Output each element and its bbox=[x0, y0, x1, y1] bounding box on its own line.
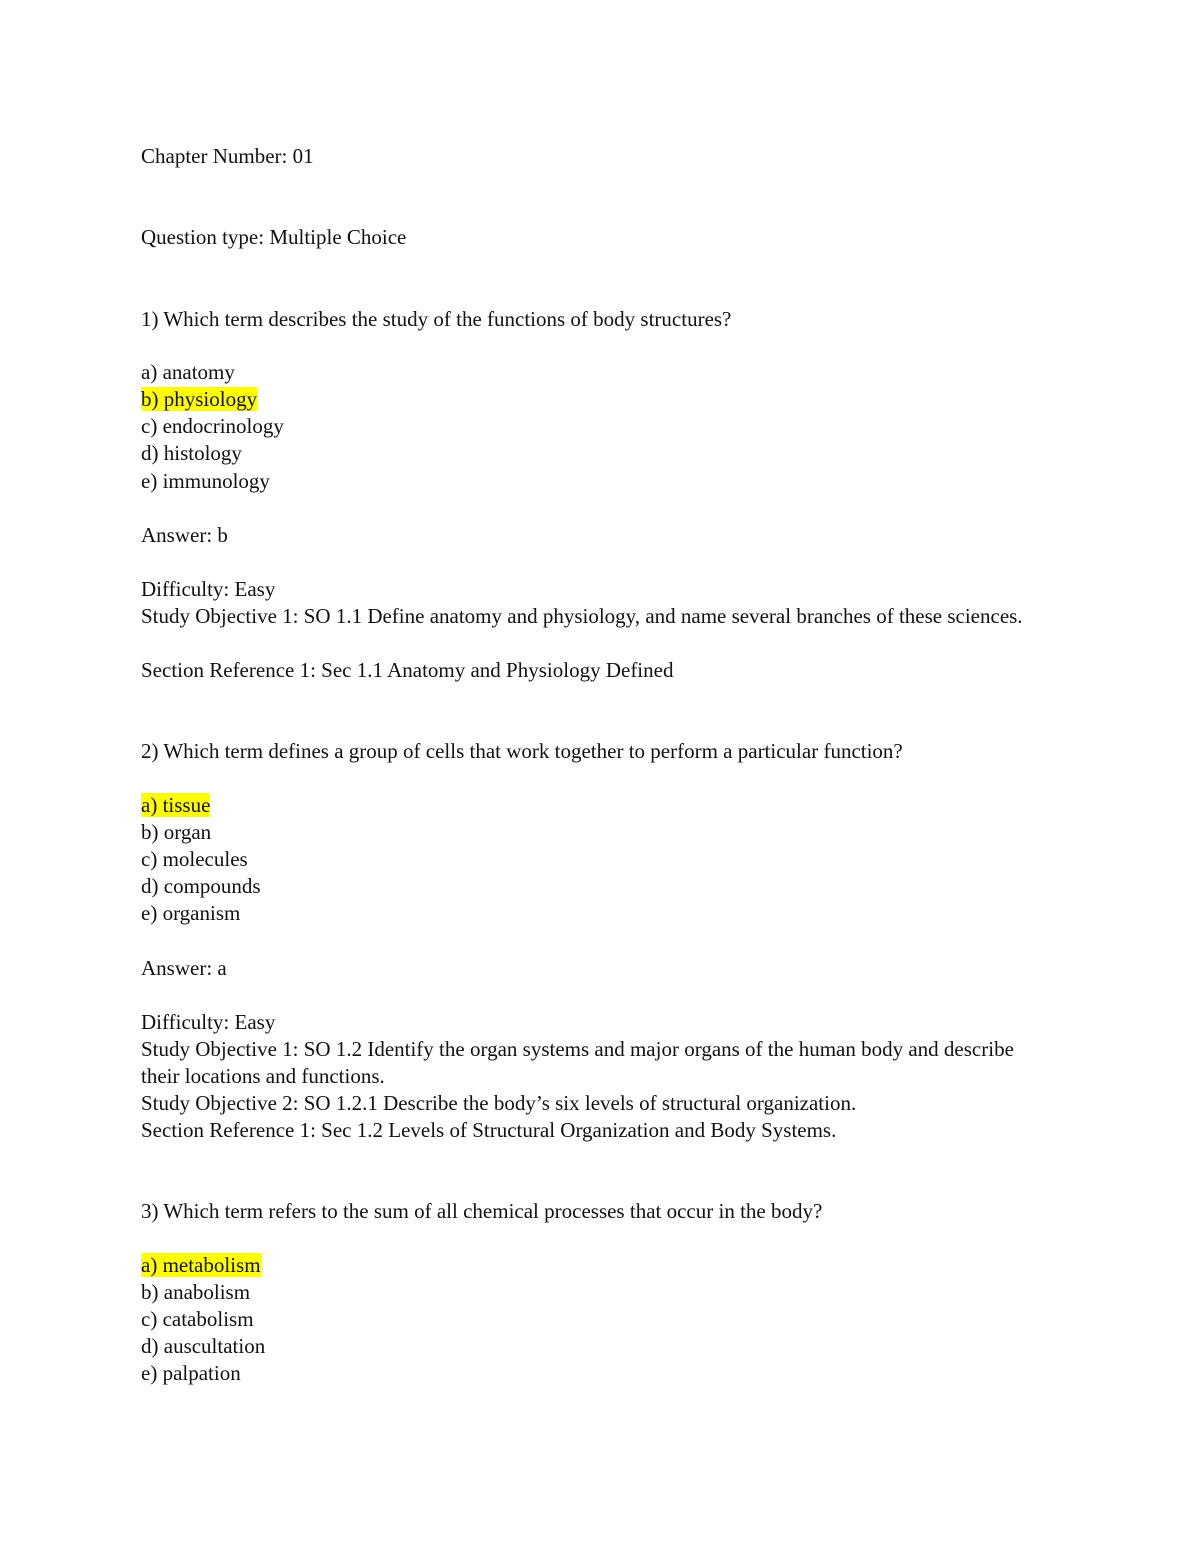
question-3-option-a-row bbox=[141, 1252, 261, 1279]
question-2-option-b: b) organ bbox=[141, 820, 212, 844]
question-2-section-reference: Section Reference 1: Sec 1.2 Levels of Structural Organization and Body Systems. bbox=[141, 1118, 837, 1142]
question-1-option-e: e) immunology bbox=[141, 469, 270, 493]
question-2-study-objective-1: Study Objective 1: SO 1.2 Identify the organ systems and major organs of the human body and describe their locations and functions. bbox=[141, 1037, 1014, 1088]
question-3-option-d: d) auscultation bbox=[141, 1334, 266, 1358]
question-2-difficulty: Difficulty: Easy bbox=[141, 1010, 276, 1034]
question-2-answer: Answer: a bbox=[141, 956, 227, 980]
question-1-option-c: c) endocrinology bbox=[141, 414, 284, 438]
question-3-option-e: e) palpation bbox=[141, 1361, 241, 1385]
question-1-option-b: b) physiology bbox=[141, 387, 258, 411]
question-1-study-objective: Study Objective 1: SO 1.1 Define anatomy and physiology, and name several branches of these sciences. bbox=[141, 604, 1023, 628]
question-3-option-a: a) metabolism bbox=[141, 1253, 261, 1277]
question-2-study-objective-2: Study Objective 2: SO 1.2.1 Describe the body’s six levels of structural organization. bbox=[141, 1091, 857, 1115]
question-1-difficulty: Difficulty: Easy bbox=[141, 577, 276, 601]
question-1-option-a: a) anatomy bbox=[141, 360, 235, 384]
question-1-answer: Answer: b bbox=[141, 523, 228, 547]
question-3-stem: 3) Which term refers to the sum of all chemical processes that occur in the body? bbox=[141, 1199, 823, 1223]
question-2-option-e: e) organism bbox=[141, 901, 241, 925]
question-3-option-c: c) catabolism bbox=[141, 1307, 254, 1331]
question-2-option-d: d) compounds bbox=[141, 874, 261, 898]
question-2-option-a: a) tissue bbox=[141, 793, 211, 817]
question-2-stem: 2) Which term defines a group of cells that work together to perform a particular function? bbox=[141, 739, 903, 763]
question-3-option-b: b) anabolism bbox=[141, 1280, 251, 1304]
question-1-option-b-row bbox=[141, 386, 257, 413]
question-1-option-d: d) histology bbox=[141, 441, 242, 465]
question-1-section-reference: Section Reference 1: Sec 1.1 Anatomy and Physiology Defined bbox=[141, 658, 674, 682]
question-1-stem: 1) Which term describes the study of the functions of body structures? bbox=[141, 307, 732, 331]
question-2-option-a-row bbox=[141, 792, 210, 819]
question-type: Question type: Multiple Choice bbox=[141, 225, 407, 249]
question-2-option-c: c) molecules bbox=[141, 847, 248, 871]
chapter-number: Chapter Number: 01 bbox=[141, 144, 314, 168]
